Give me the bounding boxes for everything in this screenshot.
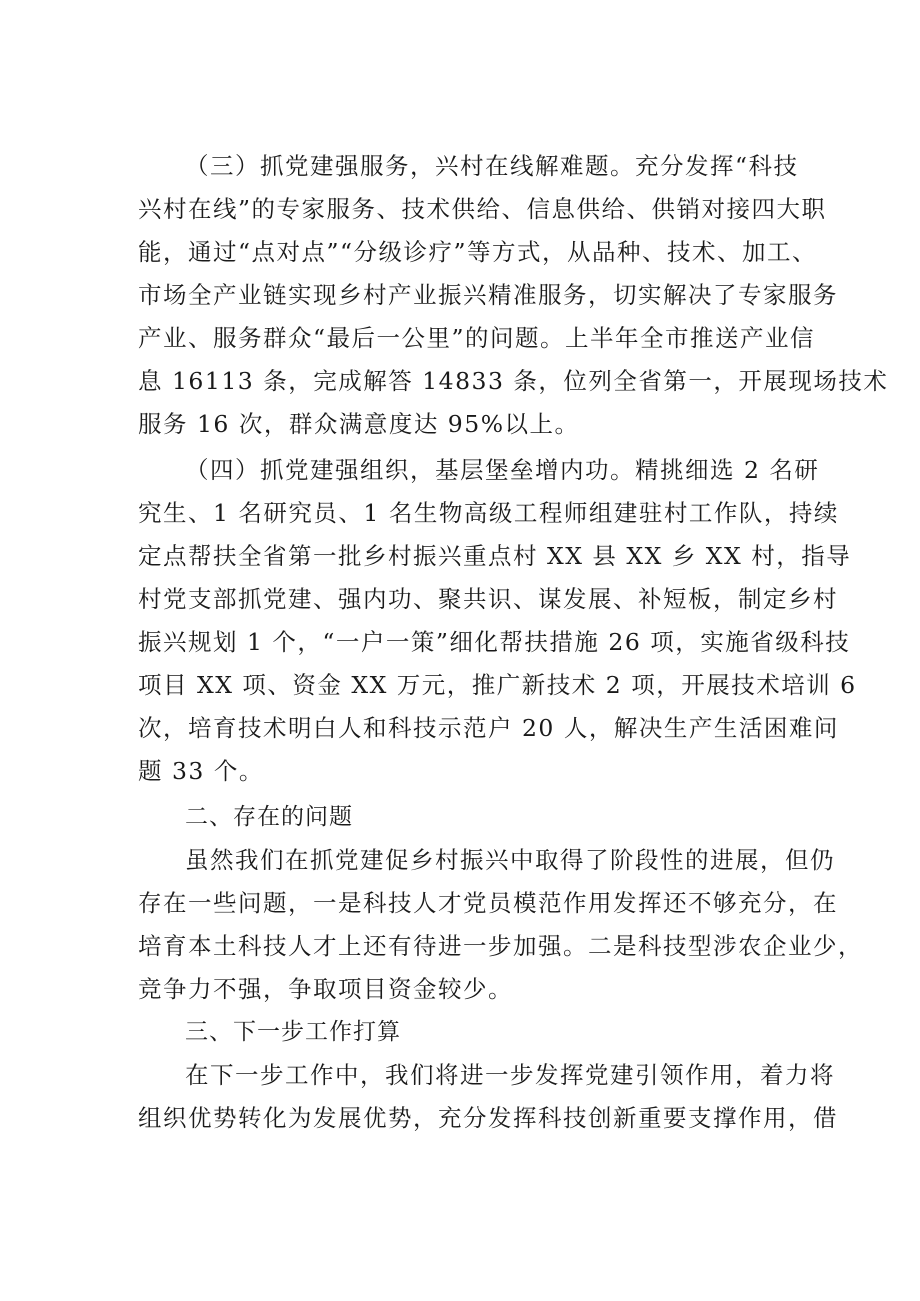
- paragraph-line: 培育本土科技人才上还有待进一步加强。二是科技型涉农企业少，: [138, 932, 863, 960]
- paragraph-line: 市场全产业链实现乡村产业振兴精准服务，切实解决了专家服务: [138, 281, 838, 309]
- paragraph-line: 竞争力不强，争取项目资金较少。: [138, 975, 513, 1003]
- paragraph-line: 究生、1 名研究员、1 名生物高级工程师组建驻村工作队，持续: [138, 499, 839, 527]
- paragraph-line: 兴村在线”的专家服务、技术供给、信息供给、供销对接四大职: [138, 195, 827, 223]
- paragraph-line: 组织优势转化为发展优势，充分发挥科技创新重要支撑作用，借: [138, 1104, 838, 1132]
- paragraph-line: 能，通过“点对点”“分级诊疗”等方式，从品种、技术、加工、: [138, 238, 818, 266]
- paragraph-line: 服务 16 次，群众满意度达 95%以上。: [138, 410, 580, 438]
- paragraph-line: （三）抓党建强服务，兴村在线解难题。充分发挥“科技: [185, 152, 799, 180]
- paragraph-line: 次，培育技术明白人和科技示范户 20 人，解决生产生活困难问: [138, 714, 839, 742]
- paragraph-line: 在下一步工作中，我们将进一步发挥党建引领作用，着力将: [185, 1061, 835, 1089]
- paragraph-line: 产业、服务群众“最后一公里”的问题。上半年全市推送产业信: [138, 324, 816, 352]
- paragraph-line: 村党支部抓党建、强内功、聚共识、谋发展、补短板，制定乡村: [138, 585, 838, 613]
- paragraph-line: 定点帮扶全省第一批乡村振兴重点村 XX 县 XX 乡 XX 村，指导: [138, 542, 852, 570]
- paragraph-line: 虽然我们在抓党建促乡村振兴中取得了阶段性的进展，但仍: [185, 846, 835, 874]
- paragraph-line: 项目 XX 项、资金 XX 万元，推广新技术 2 项，开展技术培训 6: [138, 671, 857, 699]
- paragraph-line: 振兴规划 1 个，“一户一策”细化帮扶措施 26 项，实施省级科技: [138, 628, 851, 656]
- paragraph-line: 息 16113 条，完成解答 14833 条，位列全省第一，开展现场技术: [138, 367, 889, 395]
- paragraph-line: 题 33 个。: [138, 757, 264, 785]
- paragraph-line: 存在一些问题，一是科技人才党员模范作用发挥还不够充分，在: [138, 889, 838, 917]
- section-heading-problems: 二、存在的问题: [185, 804, 353, 830]
- paragraph-line: （四）抓党建强组织，基层堡垒增内功。精挑细选 2 名研: [185, 456, 820, 484]
- section-heading-next-steps: 三、下一步工作打算: [185, 1019, 401, 1045]
